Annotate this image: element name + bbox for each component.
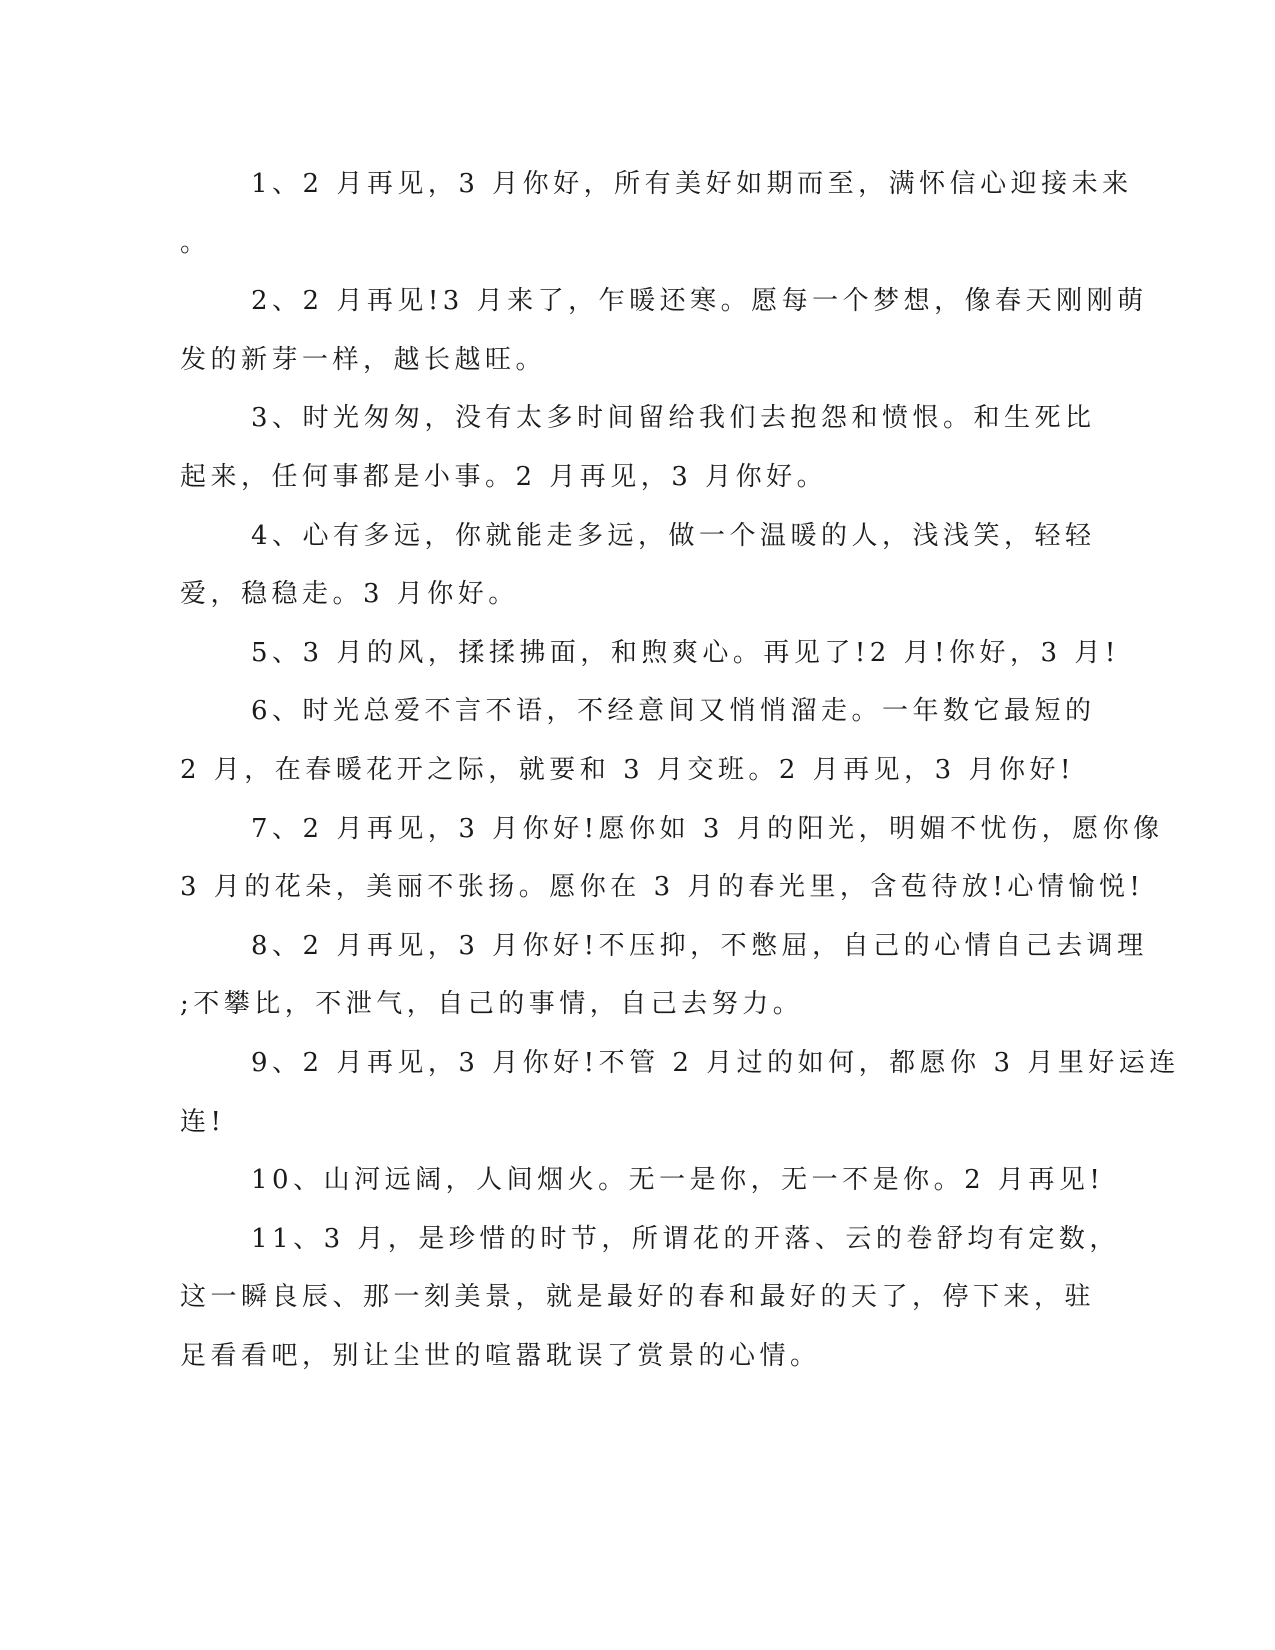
text-line: 4、心有多远，你就能走多远，做一个温暖的人，浅浅笑，轻轻 bbox=[251, 520, 1096, 551]
text-line: 10、山河远阔，人间烟火。无一是你，无一不是你。2 月再见! bbox=[251, 1165, 1105, 1196]
text-line: 连! bbox=[180, 1106, 226, 1137]
text-line: 11、3 月，是珍惜的时节，所谓花的开落、云的卷舒均有定数， bbox=[251, 1223, 1120, 1254]
text-line: 爱，稳稳走。3 月你好。 bbox=[180, 579, 519, 610]
text-line: 8、2 月再见，3 月你好!不压抑，不憋屈，自己的心情自己去调理 bbox=[251, 930, 1148, 961]
text-line: 3 月的花朵，美丽不张扬。愿你在 3 月的春光里，含苞待放!心情愉悦! bbox=[180, 872, 1145, 903]
text-line: 这一瞬良辰、那一刻美景，就是最好的春和最好的天了，停下来，驻 bbox=[180, 1282, 1096, 1313]
text-line: 发的新芽一样，越长越旺。 bbox=[180, 344, 547, 375]
text-line: 足看看吧，别让尘世的喧嚣耽误了赏景的心情。 bbox=[180, 1340, 821, 1371]
text-line: 5、3 月的风，揉揉拂面，和煦爽心。再见了!2 月!你好，3 月! bbox=[251, 637, 1120, 668]
text-line: 起来，任何事都是小事。2 月再见，3 月你好。 bbox=[180, 461, 828, 492]
text-line: 3、时光匆匆，没有太多时间留给我们去抱怨和愤恨。和生死比 bbox=[251, 403, 1096, 434]
text-line: 6、时光总爱不言不语，不经意间又悄悄溜走。一年数它最短的 bbox=[251, 696, 1096, 727]
text-line: 1、2 月再见，3 月你好，所有美好如期而至，满怀信心迎接未来 bbox=[251, 169, 1133, 199]
text-line: 7、2 月再见，3 月你好!愿你如 3 月的阳光，明媚不忧伤，愿你像 bbox=[251, 813, 1164, 844]
text-line: 2 月，在春暖花开之际，就要和 3 月交班。2 月再见，3 月你好! bbox=[180, 754, 1075, 785]
text-line: 9、2 月再见，3 月你好!不管 2 月过的如何，都愿你 3 月里好运连 bbox=[251, 1047, 1180, 1078]
text-line: 。 bbox=[180, 227, 211, 258]
document-body bbox=[180, 155, 1180, 1385]
text-line: 2、2 月再见!3 月来了，乍暖还寒。愿每一个梦想，像春天刚刚萌 bbox=[251, 286, 1148, 317]
text-line: ;不攀比，不泄气，自己的事情，自己去努力。 bbox=[180, 989, 804, 1020]
